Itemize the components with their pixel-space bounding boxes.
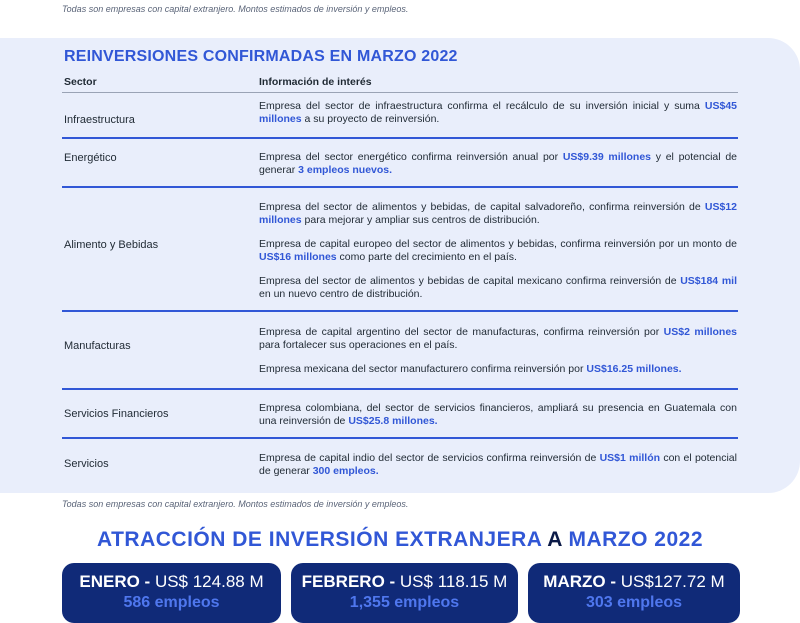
month-name: FEBRERO - (301, 572, 396, 591)
row-info (259, 201, 737, 301)
text-segment: y el potencial de generar (259, 151, 737, 176)
header-divider (62, 92, 738, 93)
text-segment: Empresa del sector energético confirma reinversión anual por (259, 151, 563, 163)
row-divider (62, 388, 738, 390)
text-segment: como parte del crecimiento en el país. (336, 251, 517, 263)
sector-label: Servicios Financieros (64, 408, 169, 420)
info-paragraph (259, 402, 737, 428)
highlight-amount: US$16 millones (259, 251, 337, 263)
text-segment: en un nuevo centro de distribución. (259, 288, 423, 300)
highlight-amount: US$184 mil (680, 275, 737, 287)
row-info (259, 151, 737, 177)
highlight-amount: US$45 millones (259, 100, 737, 125)
sector-label: Servicios (64, 458, 109, 470)
month-card-line (62, 572, 281, 592)
sector-label: Energético (64, 152, 117, 164)
highlight-amount: US$16.25 millones. (586, 363, 682, 375)
highlight-jobs: 300 empleos. (312, 465, 379, 477)
highlight-jobs: 3 empleos nuevos. (298, 164, 393, 176)
month-jobs: 1,355 empleos (349, 594, 460, 611)
text-segment: Empresa del sector de alimentos y bebidas de capital mexicano confirma reinversión de (259, 275, 681, 287)
row-divider (62, 186, 738, 188)
panel-title: REINVERSIONES CONFIRMADAS EN MARZO 2022 (64, 48, 458, 65)
attraction-title-date: MARZO 2022 (568, 528, 704, 551)
sector-label: Manufacturas (64, 340, 131, 352)
highlight-amount: US$9.39 millones (562, 151, 652, 163)
text-segment: Empresa de capital argentino del sector de manufacturas, confirma reinversión por (259, 326, 664, 338)
sector-label: Infraestructura (64, 114, 135, 126)
text-segment: Empresa de capital europeo del sector de alimentos y bebidas, confirma reinversión por un monto de (259, 238, 737, 250)
sector-label: Alimento y Bebidas (64, 239, 159, 251)
month-name: ENERO - (79, 572, 151, 591)
month-jobs: 303 empleos (585, 594, 683, 611)
attraction-title (0, 528, 800, 552)
top-footnote: Todas son empresas con capital extranjero. Montos estimados de inversión y empleos. (62, 4, 409, 14)
text-segment: Empresa del sector de alimentos y bebidas, de capital salvadoreño, confirma reinversión de (259, 201, 705, 213)
row-info (259, 402, 737, 428)
bottom-footnote: Todas son empresas con capital extranjero. Montos estimados de inversión y empleos. (62, 499, 409, 509)
info-paragraph (259, 326, 737, 352)
row-info (259, 452, 737, 478)
row-info (259, 100, 737, 126)
highlight-amount: US$25.8 millones. (348, 415, 438, 427)
attraction-title-connector: A (547, 528, 563, 551)
info-paragraph (259, 363, 737, 376)
highlight-amount: US$1 millón (599, 452, 661, 464)
text-segment: a su proyecto de reinversión. (301, 113, 440, 125)
row-info (259, 326, 737, 376)
row-divider (62, 437, 738, 439)
info-paragraph (259, 100, 737, 126)
info-paragraph (259, 201, 737, 227)
month-jobs: 586 empleos (123, 594, 220, 611)
month-amount: US$ 118.15 M (399, 572, 508, 591)
text-segment: con el potencial de generar (259, 452, 737, 477)
column-header-info: Información de interés (259, 76, 372, 88)
row-divider (62, 137, 738, 139)
text-segment: Empresa mexicana del sector manufacturero confirma reinversión por (259, 363, 587, 375)
info-paragraph (259, 452, 737, 478)
info-paragraph (259, 275, 737, 301)
column-header-sector: Sector (64, 76, 97, 88)
month-card-line (291, 572, 518, 592)
month-amount: US$ 124.88 M (154, 572, 264, 591)
text-segment: para fortalecer sus operaciones en el país. (259, 339, 458, 351)
month-card-febrero (291, 563, 518, 623)
month-name: MARZO - (543, 572, 617, 591)
highlight-amount: US$12 millones (259, 201, 737, 226)
highlight-amount: US$2 millones (663, 326, 738, 338)
text-segment: Empresa del sector de infraestructura confirma el recálculo de su inversión inicial y suma (259, 100, 705, 112)
month-card-line (528, 572, 740, 592)
attraction-title-part: ATRACCIÓN DE INVERSIÓN EXTRANJERA (96, 528, 542, 551)
month-card-enero (62, 563, 281, 623)
text-segment: Empresa de capital indio del sector de servicios confirma reinversión de (259, 452, 600, 464)
month-card-marzo (528, 563, 740, 623)
text-segment: Empresa colombiana, del sector de servicios financieros, ampliará su presencia en Guatemala con una reinversión de (259, 402, 737, 427)
info-paragraph (259, 238, 737, 264)
month-amount: US$127.72 M (620, 572, 725, 591)
text-segment: para mejorar y ampliar sus centros de distribución. (301, 214, 540, 226)
info-paragraph (259, 151, 737, 177)
row-divider (62, 310, 738, 312)
